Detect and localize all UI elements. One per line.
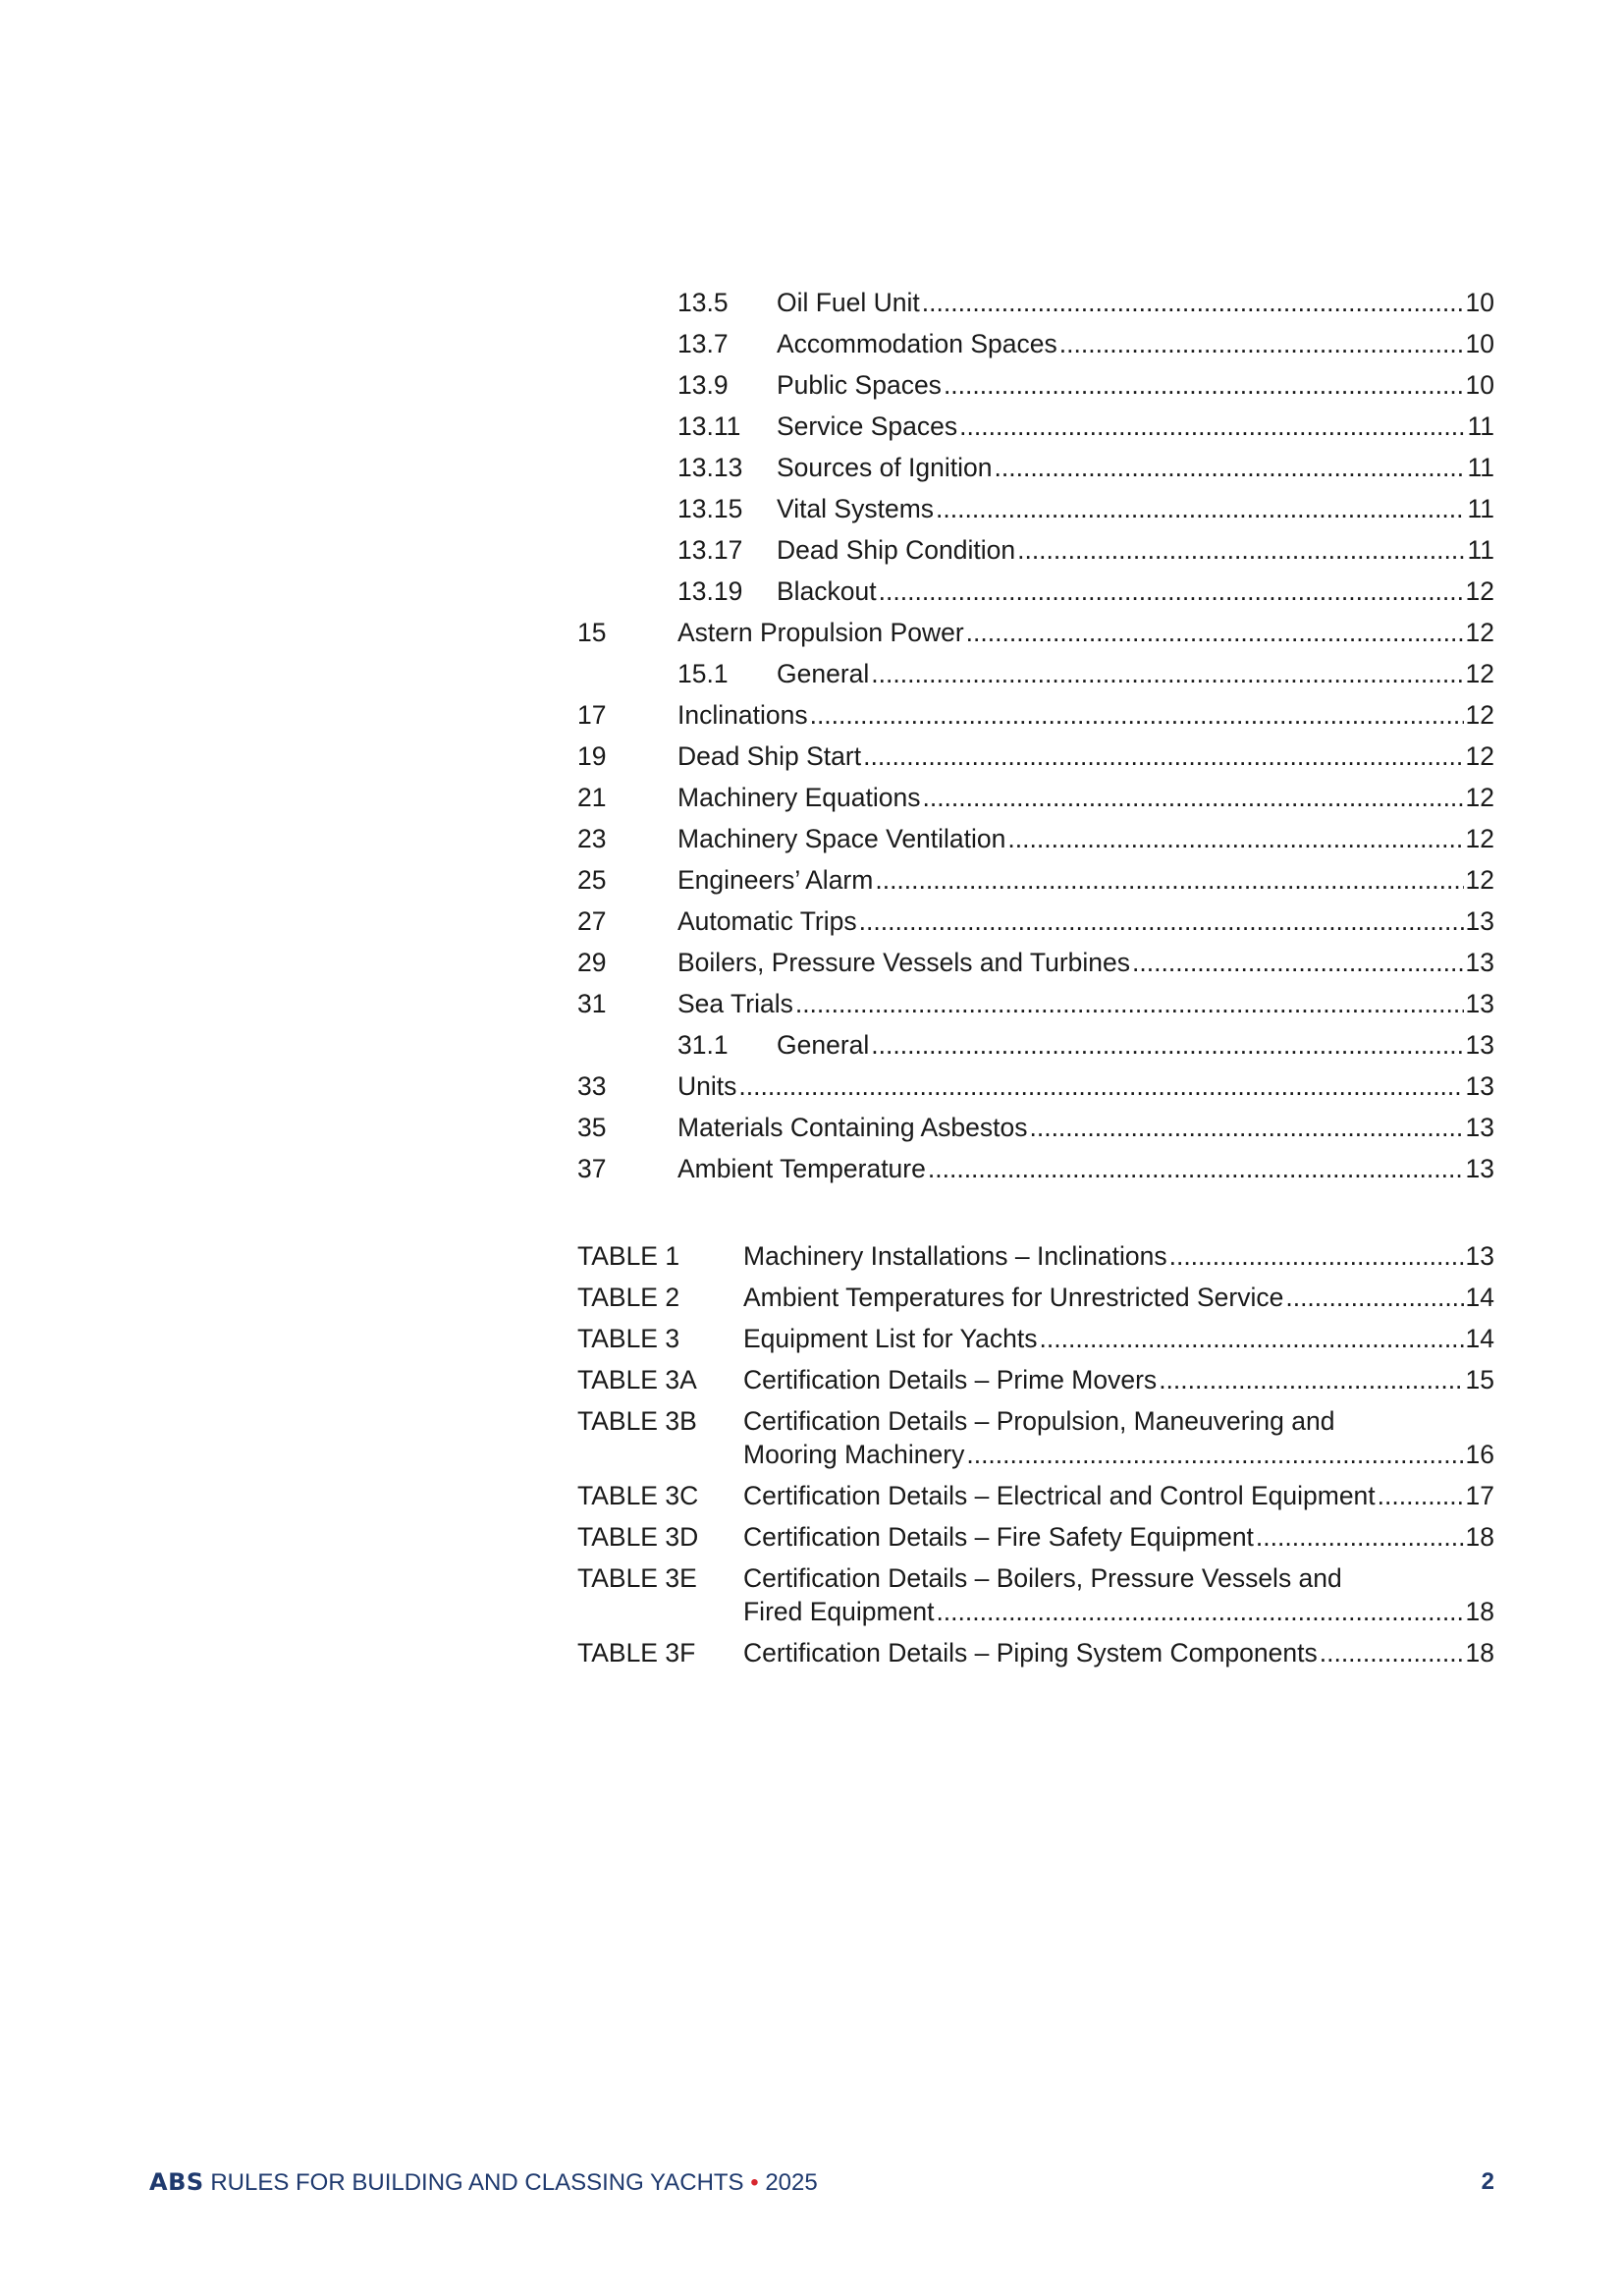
toc-entry-page: 11 (1467, 535, 1494, 565)
toc-entry-page: 10 (1465, 370, 1494, 400)
toc-entry[interactable] (577, 1024, 1494, 1066)
toc-entry-page: 12 (1465, 659, 1494, 688)
leader-dots (1132, 942, 1463, 983)
toc-entry-title: Engineers’ Alarm (677, 865, 874, 895)
footer-bullet: • (750, 2169, 759, 2196)
table-entry-label: TABLE 3F (577, 1638, 696, 1667)
table-entry-page: 14 (1465, 1283, 1494, 1312)
table-entry-page: 18 (1465, 1597, 1494, 1626)
toc-entry-title: Blackout (777, 576, 877, 606)
leader-dots (871, 1024, 1463, 1066)
table-entry-title: Certification Details – Fire Safety Equipment (743, 1522, 1254, 1552)
toc-entry-number: 15 (577, 618, 607, 647)
table-entry-page: 18 (1465, 1638, 1494, 1667)
table-entry-title: Equipment List for Yachts (743, 1324, 1038, 1353)
table-entry-label: TABLE 3B (577, 1406, 697, 1436)
toc-entry-page: 13 (1465, 1030, 1494, 1060)
toc-entry-page: 11 (1467, 494, 1494, 523)
toc-entry-title: Astern Propulsion Power (677, 618, 964, 647)
table-entry-title: Mooring Machinery (743, 1440, 965, 1469)
toc-entry-number: 31 (577, 989, 607, 1018)
toc-entry-number: 31.1 (677, 1030, 729, 1060)
toc-entry-title: General (777, 659, 870, 688)
table-entry-title: Certification Details – Piping System Components (743, 1638, 1318, 1667)
table-entry-title: Certification Details – Propulsion, Maneuvering and (743, 1406, 1335, 1436)
toc-entry-page: 12 (1465, 618, 1494, 647)
toc-entry-page: 11 (1467, 411, 1494, 441)
table-entry-label: TABLE 3D (577, 1522, 699, 1552)
toc-entry-page: 12 (1465, 700, 1494, 730)
toc-entry[interactable] (577, 1107, 1494, 1148)
toc-entry-title: Dead Ship Start (677, 741, 862, 771)
toc-entry[interactable] (577, 406, 1494, 447)
leader-dots (959, 406, 1465, 447)
toc-entry-page: 12 (1465, 865, 1494, 895)
toc-entry-number: 35 (577, 1113, 607, 1142)
toc-entry-number: 17 (577, 700, 607, 730)
toc-entry[interactable] (577, 653, 1494, 694)
table-entry-title: Fired Equipment (743, 1597, 935, 1626)
leader-dots (995, 447, 1466, 488)
toc-entry-number: 19 (577, 741, 607, 771)
toc-entry-number: 13.7 (677, 329, 729, 358)
table-entry[interactable] (577, 1479, 1494, 1512)
toc-entry-title: General (777, 1030, 870, 1060)
table-entry-title: Certification Details – Boilers, Pressure Vessels and (743, 1563, 1342, 1593)
leader-dots (871, 653, 1463, 694)
toc-entry-title: Boilers, Pressure Vessels and Turbines (677, 948, 1131, 977)
table-entry[interactable] (577, 1520, 1494, 1554)
toc-entry-number: 23 (577, 824, 607, 853)
toc-entry-page: 10 (1465, 329, 1494, 358)
footer-year: 2025 (765, 2169, 818, 2196)
toc-entry-page: 13 (1465, 1154, 1494, 1183)
table-entry-page: 14 (1465, 1324, 1494, 1353)
toc-entry[interactable] (577, 777, 1494, 818)
leader-dots (863, 736, 1463, 777)
toc-entry-number: 33 (577, 1071, 607, 1101)
toc-entry-title: Machinery Equations (677, 783, 921, 812)
leader-dots (1169, 1239, 1464, 1273)
toc-entry-number: 13.17 (677, 535, 743, 565)
toc-entry-page: 12 (1465, 741, 1494, 771)
toc-entry-page: 11 (1467, 453, 1494, 482)
toc-entry-page: 10 (1465, 288, 1494, 317)
toc-entry-number: 13.13 (677, 453, 743, 482)
footer-title: RULES FOR BUILDING AND CLASSING YACHTS (210, 2169, 744, 2196)
leader-dots (966, 1438, 1463, 1471)
toc-entry-title: Units (677, 1071, 737, 1101)
leader-dots (922, 282, 1464, 323)
toc-entry[interactable] (577, 488, 1494, 529)
leader-dots (879, 571, 1464, 612)
toc-entry-page: 13 (1465, 989, 1494, 1018)
leader-dots (1017, 529, 1465, 571)
table-entry-page: 18 (1465, 1522, 1494, 1552)
leader-dots (1059, 323, 1464, 364)
toc-entry-number: 13.5 (677, 288, 729, 317)
table-entry-title: Machinery Installations – Inclinations (743, 1241, 1167, 1271)
toc-list (577, 282, 1494, 1189)
footer-page-number: 2 (1481, 2168, 1494, 2195)
page-footer (149, 2165, 1494, 2199)
table-entry-page: 16 (1465, 1440, 1494, 1469)
toc-entry-number: 27 (577, 906, 607, 936)
table-entry-label: TABLE 3A (577, 1365, 697, 1394)
toc-entry-title: Materials Containing Asbestos (677, 1113, 1028, 1142)
leader-dots (944, 364, 1464, 406)
toc-entry-title: Vital Systems (777, 494, 935, 523)
table-entry-page: 17 (1465, 1481, 1494, 1510)
toc-entry[interactable] (577, 282, 1494, 323)
toc-entry-page: 12 (1465, 576, 1494, 606)
toc-entry-title: Oil Fuel Unit (777, 288, 920, 317)
toc-entry[interactable] (577, 736, 1494, 777)
toc-entry[interactable] (577, 983, 1494, 1024)
leader-dots (1285, 1281, 1463, 1314)
table-entry[interactable] (577, 1281, 1494, 1314)
table-entry[interactable] (577, 1322, 1494, 1355)
leader-dots (1378, 1479, 1464, 1512)
toc-entry-title: Automatic Trips (677, 906, 857, 936)
table-entry-label: TABLE 3C (577, 1481, 699, 1510)
toc-entry[interactable] (577, 571, 1494, 612)
toc-entry-page: 12 (1465, 824, 1494, 853)
leader-dots (795, 983, 1464, 1024)
leader-dots (738, 1066, 1463, 1107)
toc-entry[interactable] (577, 942, 1494, 983)
table-entry-label: TABLE 2 (577, 1283, 680, 1312)
toc-entry-page: 13 (1465, 1071, 1494, 1101)
leader-dots (1159, 1363, 1463, 1396)
toc-entry-title: Ambient Temperature (677, 1154, 926, 1183)
toc-entry[interactable] (577, 818, 1494, 859)
leader-dots (936, 488, 1465, 529)
table-entry-title: Ambient Temperatures for Unrestricted Service (743, 1283, 1284, 1312)
table-entry-page: 15 (1465, 1365, 1494, 1394)
toc-entry-page: 12 (1465, 783, 1494, 812)
toc-entry-title: Sources of Ignition (777, 453, 993, 482)
toc-entry-number: 13.11 (677, 411, 741, 441)
toc-entry-title: Dead Ship Condition (777, 535, 1016, 565)
toc-entry-title: Service Spaces (777, 411, 958, 441)
table-entry-label: TABLE 3 (577, 1324, 680, 1353)
table-entry-page: 13 (1465, 1241, 1494, 1271)
toc-entry[interactable] (577, 859, 1494, 901)
leader-dots (1256, 1520, 1464, 1554)
leader-dots (936, 1595, 1463, 1628)
leader-dots (1040, 1322, 1464, 1355)
toc-entry-page: 13 (1465, 948, 1494, 977)
table-entry-label: TABLE 3E (577, 1563, 697, 1593)
leader-dots (1007, 818, 1463, 859)
toc-entry-title: Sea Trials (677, 989, 793, 1018)
table-entry[interactable] (577, 1404, 1494, 1471)
toc-entry[interactable] (577, 1066, 1494, 1107)
leader-dots (1029, 1107, 1463, 1148)
toc-entry[interactable] (577, 901, 1494, 942)
leader-dots (859, 901, 1464, 942)
toc-entry[interactable] (577, 323, 1494, 364)
toc-entry[interactable] (577, 529, 1494, 571)
toc-entry-number: 13.9 (677, 370, 729, 400)
footer-brand: ABS (149, 2168, 204, 2196)
toc-entry[interactable] (577, 364, 1494, 406)
toc-entry-number: 25 (577, 865, 607, 895)
table-entry-label: TABLE 1 (577, 1241, 680, 1271)
toc-entry-number: 15.1 (677, 659, 729, 688)
toc-entry-number: 21 (577, 783, 607, 812)
table-entry[interactable] (577, 1561, 1494, 1628)
leader-dots (810, 694, 1464, 736)
table-entry-title: Certification Details – Electrical and Control Equipment (743, 1481, 1376, 1510)
toc-entry-title: Accommodation Spaces (777, 329, 1057, 358)
toc-entry-title: Public Spaces (777, 370, 942, 400)
toc-entry[interactable] (577, 1148, 1494, 1189)
toc-entry-title: Machinery Space Ventilation (677, 824, 1006, 853)
toc-entry-number: 29 (577, 948, 607, 977)
leader-dots (922, 777, 1463, 818)
toc-entry-page: 13 (1465, 906, 1494, 936)
toc-entry[interactable] (577, 612, 1494, 653)
toc-entry-number: 37 (577, 1154, 607, 1183)
toc-entry-title: Inclinations (677, 700, 808, 730)
list-of-tables (577, 1239, 1494, 1677)
toc-entry-page: 13 (1465, 1113, 1494, 1142)
table-entry[interactable] (577, 1239, 1494, 1273)
table-entry[interactable] (577, 1636, 1494, 1669)
leader-dots (966, 612, 1464, 653)
toc-entry[interactable] (577, 447, 1494, 488)
table-entry-title: Certification Details – Prime Movers (743, 1365, 1158, 1394)
leader-dots (875, 859, 1463, 901)
toc-entry[interactable] (577, 694, 1494, 736)
leader-dots (1320, 1636, 1464, 1669)
table-entry[interactable] (577, 1363, 1494, 1396)
toc-entry-number: 13.19 (677, 576, 743, 606)
toc-entry-number: 13.15 (677, 494, 743, 523)
leader-dots (928, 1148, 1464, 1189)
